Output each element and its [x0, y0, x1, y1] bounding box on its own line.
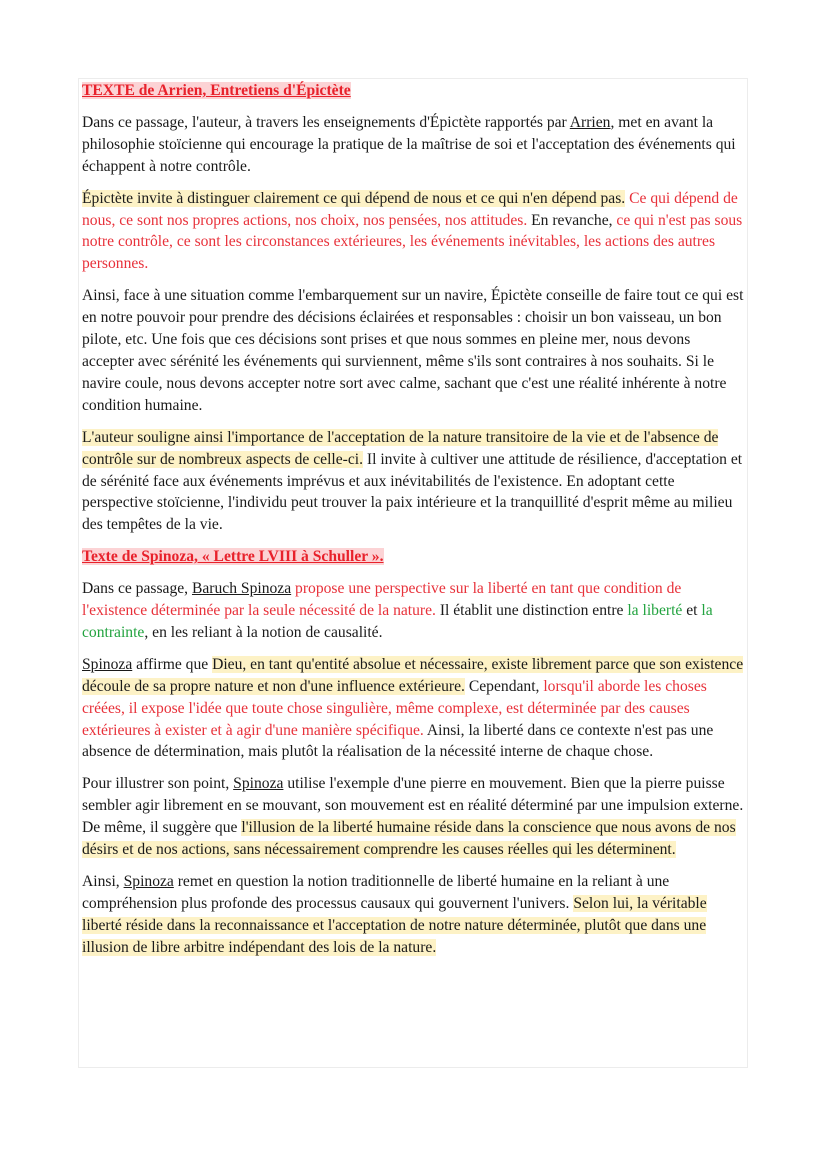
paragraph	[82, 654, 746, 764]
red-text: ce qui n'est pas sous notre contrôle, ce sont les circonstances extérieures, les événements inévitables, les actions des autres personnes.	[82, 211, 743, 273]
text-segment: remet en question la notion traditionnelle de liberté humaine en la reliant à une compréhension plus profonde des processus causaux qui gouvernent l'univers.	[82, 873, 670, 912]
text-segment: , en les reliant à la notion de causalité.	[144, 623, 383, 641]
green-text: la contrainte	[82, 602, 713, 641]
highlighted-text: Épictète invite à distinguer clairement ce qui dépend de nous et ce qui n'en dépend pas.	[82, 189, 626, 207]
highlighted-text: L'auteur souligne ainsi l'importance de l'acceptation de la nature transitoire de la vie et de l'absence de contrôle sur de nombreux aspects de celle-ci.	[82, 428, 719, 468]
text-segment: Ainsi, la liberté dans ce contexte n'est pas une absence de détermination, mais plutôt la réalisation de la nécessité interne de chaque chose.	[82, 721, 714, 761]
section-heading	[82, 80, 746, 102]
underlined-name: Arrien	[569, 113, 611, 131]
underlined-name: Baruch Spinoza	[191, 580, 292, 598]
red-text: Ce qui dépend de nous, ce sont nos propres actions, nos choix, nos pensées, nos attitudes.	[82, 189, 738, 229]
red-text: lorsqu'il aborde les choses créées, il expose l'idée que toute chose singulière, même complexe, est déterminée par des causes extérieures à exister et à agir d'une manière spécifique.	[82, 677, 707, 739]
paragraph	[82, 427, 746, 537]
paragraph	[82, 112, 746, 178]
section-heading-text: Texte de Spinoza, « Lettre LVIII à Schuller ».	[82, 548, 384, 566]
text-segment: utilise l'exemple d'une pierre en mouvement. Bien que la pierre puisse sembler agir librement en se mouvant, son mouvement est en réalité déterminé par une impulsion externe. De même, il suggère que	[82, 775, 744, 837]
paragraph	[82, 578, 746, 644]
text-segment: affirme que	[132, 655, 213, 673]
highlighted-text: Selon lui, la véritable liberté réside dans la reconnaissance et l'acceptation de notre nature déterminée, plutôt que dans une illusion de libre arbitre indépendant des lois de la nature.	[82, 894, 707, 956]
paragraph	[82, 285, 746, 416]
highlighted-text: l'illusion de la liberté humaine réside dans la conscience que nous avons de nos désirs et de nos actions, sans nécessairement comprendre les causes réelles qui les déterminent.	[82, 819, 736, 859]
underlined-name: Spinoza	[123, 873, 174, 890]
text-segment: Ainsi,	[82, 873, 124, 890]
section-heading-text: TEXTE de Arrien, Entretiens d'Épictète	[82, 82, 351, 99]
paragraph	[82, 871, 746, 959]
red-text: propose une perspective sur la liberté en tant que condition de l'existence déterminée par la seule nécessité de la nature.	[82, 580, 682, 620]
text-segment: , met en avant la philosophie stoïcienne qui encourage la pratique de la maîtrise de soi et l'acceptation des événements qui échappent à notre contrôle.	[82, 113, 736, 175]
underlined-name: Spinoza	[82, 655, 133, 673]
document-body	[82, 80, 746, 969]
text-segment: Dans ce passage, l'auteur, à travers les enseignements d'Épictète rapportés par	[82, 113, 570, 131]
text-segment: et	[682, 602, 702, 620]
text-segment: Il invite à cultiver une attitude de résilience, d'acceptation et de sérénité face aux événements imprévus et aux inévitabilités de l'existence. En adoptant cette perspective stoïcienne, l'individu peut trouver la paix intérieure et la tranquillité d'esprit même au milieu des tempêtes de la vie.	[82, 450, 743, 534]
green-text: la liberté	[627, 602, 683, 620]
text-segment: Cependant,	[464, 677, 544, 695]
text-segment: En revanche,	[527, 211, 617, 229]
text-segment: Dans ce passage,	[82, 580, 192, 598]
text-segment: Ainsi, face à une situation comme l'embarquement sur un navire, Épictète conseille de faire tout ce qui est en notre pouvoir pour prendre des décisions éclairées et responsables : choisir un bon vaisseau, un bon pilote, etc. Une fois que ces décisions sont prises et que nous sommes en pleine mer, nous devons accepter avec sérénité les événements qui surviennent, même s'ils sont contraires à nos souhaits. Si le navire coule, nous devons accepter notre sort avec calme, sachant que c'est une réalité inhérente à notre condition humaine.	[82, 287, 744, 414]
section-heading	[82, 546, 746, 568]
text-segment: Pour illustrer son point,	[82, 775, 234, 793]
underlined-name: Spinoza	[233, 775, 284, 793]
text-segment: Il établit une distinction entre	[435, 602, 628, 620]
highlighted-text: Dieu, en tant qu'entité absolue et nécessaire, existe librement parce que son existence découle de sa propre nature et non d'une influence extérieure.	[82, 655, 744, 695]
paragraph	[82, 773, 746, 861]
paragraph	[82, 188, 746, 276]
